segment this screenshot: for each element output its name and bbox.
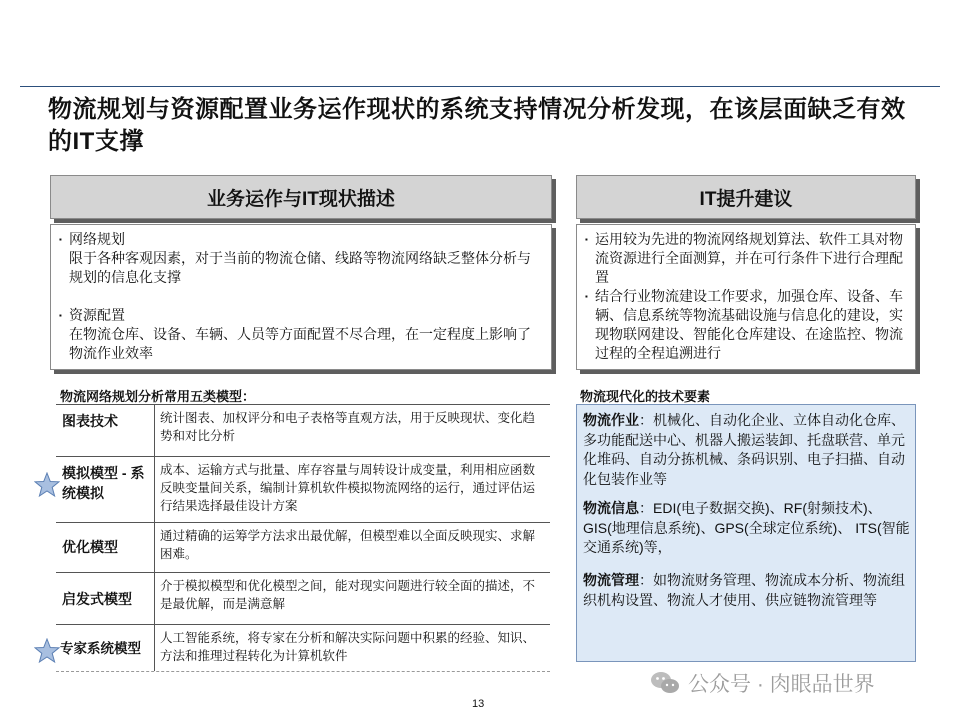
- model-desc: 人工智能系统，将专家在分析和解决实际问题中积累的经验、知识、方法和推理过程转化为计算机软件: [160, 631, 536, 663]
- model-desc: 介于模拟模型和优化模型之间，能对现实问题进行较全面的描述，不是最优解，而是满意解: [160, 579, 536, 611]
- column-divider: [154, 405, 155, 457]
- models-subtitle: 物流网络规划分析常用五类模型：: [60, 389, 256, 404]
- column-divider: [154, 457, 155, 523]
- suggestion-item: [585, 287, 905, 363]
- tech-text: EDI(电子数据交换)、RF(射频技术)、GIS(地理信息系统)、GPS(全球定位系统)、 ITS(智能交通系统)等，: [583, 500, 910, 555]
- item-heading: 资源配置: [69, 307, 125, 323]
- suggestion-item: [585, 230, 905, 287]
- tech-label: 物流管理: [583, 572, 639, 588]
- model-name: 启发式模型: [62, 591, 132, 607]
- model-desc: 统计图表、加权评分和电子表格等直观方法，用于反映现状、变化趋势和对比分析: [160, 411, 536, 443]
- table-row: [56, 572, 550, 625]
- table-row: [56, 624, 550, 672]
- tech-elements-box: [576, 404, 916, 662]
- page-number: 13: [472, 698, 485, 710]
- tech-label: 物流信息: [583, 500, 639, 516]
- watermark: [650, 668, 875, 698]
- star-icon: [34, 638, 60, 664]
- table-row: [56, 404, 550, 457]
- tech-text: 如物流财务管理、物流成本分析、物流组织机构设置、物流人才使用、供应链物流管理等: [583, 572, 905, 608]
- tech-sep: ：: [639, 572, 653, 588]
- item-heading: 网络规划: [69, 231, 125, 247]
- table-row: [56, 522, 550, 573]
- wechat-icon: [650, 670, 680, 696]
- model-name: 模拟模型 - 系统模拟: [62, 465, 145, 501]
- tech-item-information: [583, 499, 913, 558]
- item-body: 在物流仓库、设备、车辆、人员等方面配置不尽合理，在一定程度上影响了物流作业效率: [69, 326, 531, 361]
- item-body: 限于各种客观因素，对于当前的物流仓储、线路等物流网络缺乏整体分析与规划的信息化支撑: [69, 250, 531, 285]
- suggestion-text: 结合行业物流建设工作要求，加强仓库、设备、车辆、信息系统等物流基础设施与信息化的建设，实现物联网建设、智能化仓库建设、在途监控、物流过程的全程追溯进行: [595, 288, 903, 361]
- it-suggestion-box: [576, 224, 916, 370]
- page-title: 物流规划与资源配置业务运作现状的系统支持情况分析发现，在该层面缺乏有效的IT支撑: [48, 96, 906, 155]
- table-row: [56, 456, 550, 523]
- current-state-box: [50, 224, 552, 370]
- tech-item-management: [583, 571, 913, 610]
- tech-item-operations: [583, 411, 913, 489]
- it-suggestion-header: IT提升建议: [576, 175, 916, 219]
- tech-text: 机械化、自动化企业、立体自动化仓库、多功能配送中心、机器人搬运装卸、托盘联营、单元化堆码、自动分拣机械、条码识别、电子扫描、自动化包装作业等: [583, 412, 905, 487]
- tech-label: 物流作业: [583, 412, 639, 428]
- tech-subtitle: 物流现代化的技术要素: [580, 389, 711, 404]
- network-planning-item: [59, 230, 539, 287]
- column-divider: [154, 573, 155, 625]
- tech-sep: ：: [639, 500, 653, 516]
- resource-allocation-item: [59, 306, 539, 363]
- star-icon: [34, 472, 60, 498]
- bullet: ▪: [585, 235, 588, 244]
- column-divider: [154, 523, 155, 573]
- current-state-header: 业务运作与IT现状描述: [50, 175, 552, 219]
- model-desc: 通过精确的运筹学方法求出最优解，但模型难以全面反映现实、求解困难。: [160, 529, 536, 561]
- watermark-text: 公众号 · 肉眼品世界: [688, 673, 875, 696]
- model-name: 优化模型: [62, 539, 118, 555]
- bullet: ▪: [59, 235, 62, 244]
- model-desc: 成本、运输方式与批量、库存容量与周转设计成变量，利用相应函数反映变量间关系，编制计算机软件模拟物流网络的运行，通过评估运行结果选择最佳设计方案: [160, 463, 536, 513]
- model-name: 专家系统模型: [60, 641, 141, 656]
- column-divider: [154, 625, 155, 671]
- tech-sep: ：: [639, 412, 653, 428]
- bullet: ▪: [59, 311, 62, 320]
- top-divider: [20, 86, 940, 87]
- bullet: ▪: [585, 292, 588, 301]
- suggestion-text: 运用较为先进的物流网络规划算法、软件工具对物流资源进行全面测算，并在可行条件下进行合理配置: [595, 231, 903, 285]
- model-name: 图表技术: [62, 413, 118, 429]
